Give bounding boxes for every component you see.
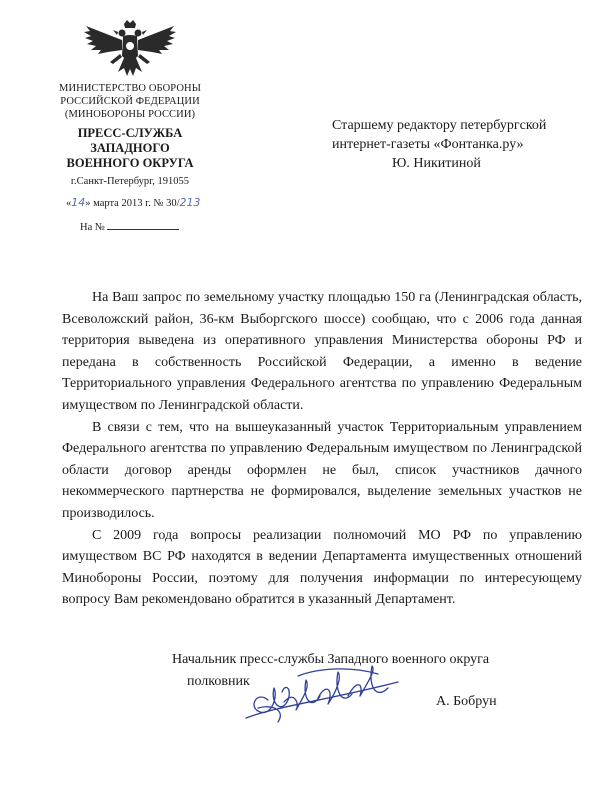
city-address: г.Санкт-Петербург, 191055 <box>70 176 190 187</box>
date-quote-close: » <box>85 198 91 209</box>
signatory-title: Начальник пресс-службы Западного военного округа <box>172 652 490 667</box>
addressee-block <box>332 116 572 173</box>
eagle-emblem-icon <box>82 20 178 82</box>
date-rest: марта 2013 г. № 30/ <box>93 198 180 209</box>
reference-blank <box>107 220 179 230</box>
body-paragraph: В связи с тем, что на вышеуказанный участок Территориальным управлением Федерального агентства по управлению Федеральным имуществом по Ленинградской области договор аренды оформлен не был, список участников дачного некоммерческого партнерства не формировался, выделение земельных участков не производилось. <box>62 419 582 521</box>
reference-line <box>80 220 179 233</box>
date-line <box>66 196 201 209</box>
press-line: ПРЕСС-СЛУЖБА <box>77 126 183 140</box>
ministry-line: (МИНОБОРОНЫ РОССИИ) <box>64 109 196 120</box>
ministry-line: РОССИЙСКОЙ ФЕДЕРАЦИИ <box>60 96 200 107</box>
letter-body <box>62 287 582 611</box>
signatory-rank: полковник <box>187 674 250 689</box>
date-quote-open: « <box>66 198 72 209</box>
ministry-line: МИНИСТЕРСТВО ОБОРОНЫ <box>59 83 201 94</box>
addressee-line: интернет-газеты «Фонтанка.ру» <box>332 137 524 152</box>
ministry-name <box>40 82 220 121</box>
press-line: ЗАПАДНОГО <box>90 141 170 155</box>
signatory-name: А. Бобрун <box>436 694 497 709</box>
addressee-name: Ю. Никитиной <box>392 156 481 171</box>
addressee-line: Старшему редактору петербургской <box>332 118 547 133</box>
reference-label: На № <box>80 222 105 233</box>
press-service-name <box>40 126 220 171</box>
press-line: ВОЕННОГО ОКРУГА <box>66 156 194 170</box>
doc-number-handwritten: 213 <box>179 196 201 209</box>
body-paragraph: С 2009 года вопросы реализации полномочий МО РФ по управлению имуществом ВС РФ находятся в ведении Департамента имущественных отношений Минобороны России, поэтому для получения информации по интересующему вопросу Вам рекомендовано обратится в указанный Департамент. <box>62 527 582 608</box>
body-paragraph: На Ваш запрос по земельному участку площадью 150 га (Ленинградская область, Всеволожский район, 36-км Выборгского шоссе) сообщаю, что с 2006 года данная территория выведена из оперативного управления Министерства обороны РФ и передана в собственность Российской Федерации, а именно в ведение Территориального управления Федерального агентства по управлению Федеральным имуществом по Ленинградской области. <box>62 290 582 413</box>
handwritten-signature-icon <box>238 660 408 730</box>
date-day-handwritten: 14 <box>71 196 86 209</box>
